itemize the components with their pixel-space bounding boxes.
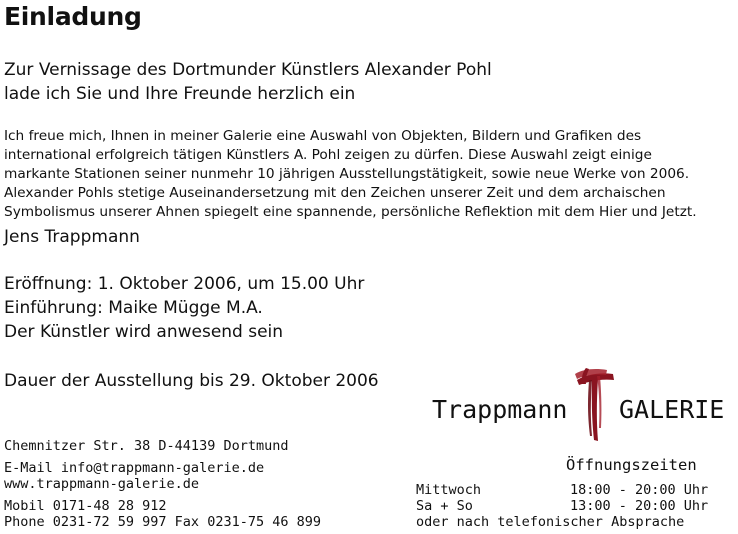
opening-hours-table <box>416 482 708 530</box>
hours-row <box>416 498 708 514</box>
phone-fax-numbers: Phone 0231-72 59 997 Fax 0231-75 46 899 <box>4 514 321 530</box>
hours-row <box>416 482 708 498</box>
paragraph-line: Alexander Pohls stetige Auseinandersetzung mit den Zeichen unserer Zeit und dem archaischen <box>4 185 666 201</box>
signature: Jens Trappmann <box>4 227 140 247</box>
paragraph-line: Symbolismus unserer Ahnen spiegelt eine spannende, persönliche Reflektion mit dem Hier und Jetzt. <box>4 204 697 220</box>
opening-hours-title: Öffnungszeiten <box>566 456 697 474</box>
logo-word-trappmann: Trappmann <box>432 395 568 424</box>
opening-info: Eröffnung: 1. Oktober 2006, um 15.00 Uhr <box>4 274 365 294</box>
hours-note: oder nach telefonischer Absprache <box>416 514 685 530</box>
intro-line-1: Zur Vernissage des Dortmunder Künstlers Alexander Pohl <box>4 60 492 80</box>
hours-day: Sa + So <box>416 498 473 514</box>
red-brush-t-mark-icon <box>573 366 617 444</box>
paragraph-line: international erfolgreich tätigen Künstlers A. Pohl zeigen zu dürfen. Diese Auswahl zeigt einige <box>4 147 652 163</box>
hours-day: Mittwoch <box>416 482 482 498</box>
paragraph-line: Ich freue mich, Ihnen in meiner Galerie eine Auswahl von Objekten, Bildern und Grafiken des <box>4 128 642 144</box>
logo-word-galerie: GALERIE <box>619 395 725 424</box>
website-link[interactable]: www.trappmann-galerie.de <box>4 476 200 492</box>
hours-time: 13:00 - 20:00 Uhr <box>570 498 709 514</box>
mobile-number: Mobil 0171-48 28 912 <box>4 498 167 514</box>
artist-attendance: Der Künstler wird anwesend sein <box>4 322 284 342</box>
email-link[interactable]: E-Mail info@trappmann-galerie.de <box>4 460 265 476</box>
description-paragraph <box>4 127 697 222</box>
page-title: Einladung <box>4 2 142 31</box>
introduction-info: Einführung: Maike Mügge M.A. <box>4 298 263 318</box>
address: Chemnitzer Str. 38 D-44139 Dortmund <box>4 438 289 454</box>
hours-time: 18:00 - 20:00 Uhr <box>570 482 709 498</box>
paragraph-line: markante Stationen seiner nunmehr 10 jährigen Ausstellungstätigkeit, sowie neue Werke von 2006. <box>4 166 690 182</box>
intro-line-2: lade ich Sie und Ihre Freunde herzlich ein <box>4 84 356 104</box>
gallery-logo <box>432 366 732 444</box>
exhibition-duration: Dauer der Ausstellung bis 29. Oktober 2006 <box>4 371 379 391</box>
